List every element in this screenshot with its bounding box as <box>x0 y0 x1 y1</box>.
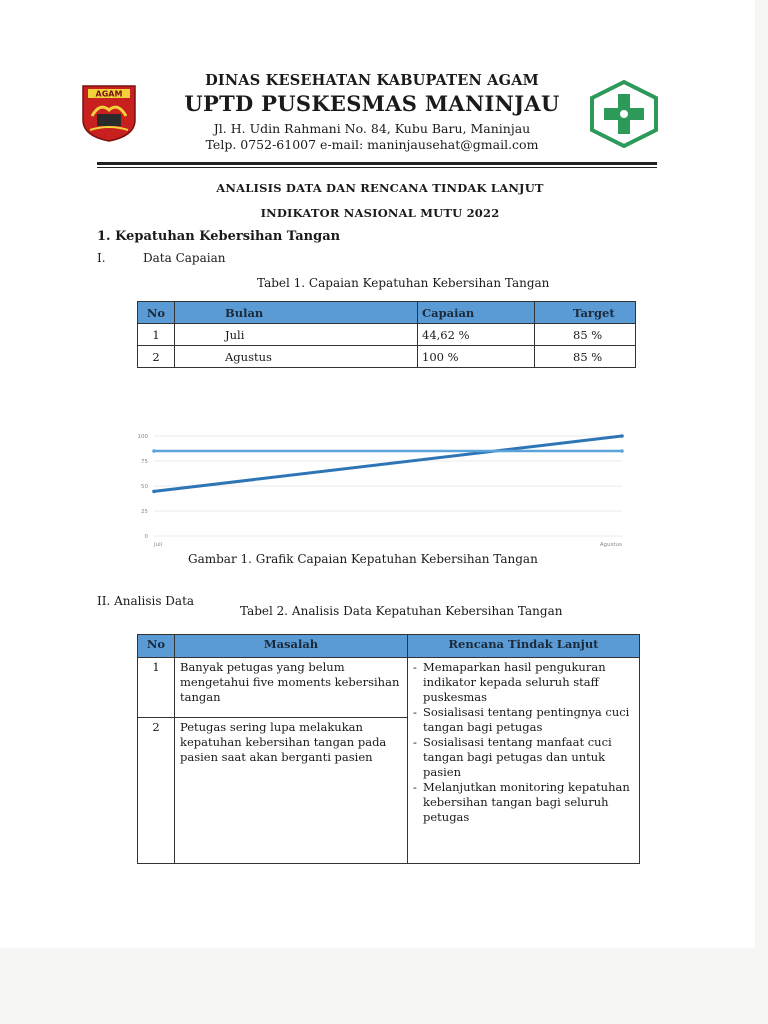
letterhead-thin-rule <box>97 167 657 168</box>
subsection-label: Data Capaian <box>143 251 226 265</box>
subsection-numeral: I. <box>97 251 106 265</box>
agency-name: DINAS KESEHATAN KABUPATEN AGAM <box>205 72 539 89</box>
list-item: - Memaparkan hasil pengukuran indikator kepada seluruh staff puskesmas <box>413 660 634 705</box>
letterhead-thick-rule <box>97 162 657 165</box>
table-row <box>138 324 636 346</box>
x-tick-label: Agustus <box>599 542 622 548</box>
document-title-line1: ANALISIS DATA DAN RENCANA TINDAK LANJUT <box>216 181 544 195</box>
y-tick-label: 25 <box>141 509 148 515</box>
table1-caption: Tabel 1. Capaian Kepatuhan Kebersihan Tangan <box>257 276 550 290</box>
cell-target: 85 % <box>535 346 636 368</box>
y-tick-label: 100 <box>137 434 148 440</box>
column-header-target: Target <box>535 302 636 324</box>
data-point <box>152 490 156 494</box>
achievement-table <box>137 301 636 368</box>
analysis-table <box>137 634 640 864</box>
cell-no: 2 <box>138 718 175 864</box>
y-tick-label: 0 <box>144 534 148 540</box>
list-item: - Melanjutkan monitoring kepatuhan kebersihan tangan bagi seluruh petugas <box>413 780 634 825</box>
table-row <box>138 658 640 718</box>
data-point <box>620 434 624 438</box>
cell-no: 1 <box>138 658 175 718</box>
column-header-month: Bulan <box>175 302 418 324</box>
logo-agam-text: AGAM <box>95 89 123 99</box>
contact-line: Telp. 0752-61007 e-mail: maninjausehat@gmail.com <box>205 137 539 152</box>
column-header-no: No <box>138 302 175 324</box>
data-point <box>620 449 624 453</box>
cell-achievement: 100 % <box>418 346 535 368</box>
subsection-data-capaian <box>97 251 226 265</box>
subsection-analysis-label: II. Analisis Data <box>97 594 195 608</box>
table-row <box>138 346 636 368</box>
cell-month: Agustus <box>175 346 418 368</box>
column-header-action-plan: Rencana Tindak Lanjut <box>408 635 640 658</box>
cell-problem: Banyak petugas yang belum mengetahui five moments kebersihan tangan <box>175 658 408 718</box>
data-point <box>152 449 156 453</box>
unit-name: UPTD PUSKESMAS MANINJAU <box>184 91 560 116</box>
table2-caption: Tabel 2. Analisis Data Kepatuhan Kebersihan Tangan <box>240 604 563 618</box>
list-item: - Sosialisasi tentang manfaat cuci tangan bagi petugas dan untuk pasien <box>413 735 634 780</box>
cell-target: 85 % <box>535 324 636 346</box>
table-header-row <box>138 635 640 658</box>
ministry-of-health-logo <box>588 80 660 148</box>
x-tick-label: Juli <box>154 542 163 548</box>
y-tick-label: 75 <box>141 459 148 465</box>
cell-no: 2 <box>138 346 175 368</box>
column-header-achievement: Capaian <box>418 302 535 324</box>
cell-problem: Petugas sering lupa melakukan kepatuhan kebersihan tangan pada pasien saat akan berganti pasien <box>175 718 408 864</box>
cell-achievement: 44,62 % <box>418 324 535 346</box>
series-line-1 <box>154 436 622 491</box>
figure-caption: Gambar 1. Grafik Capaian Kepatuhan Kebersihan Tangan <box>188 552 538 566</box>
address-line: Jl. H. Udin Rahmani No. 84, Kubu Baru, Maninjau <box>213 121 531 136</box>
cell-no: 1 <box>138 324 175 346</box>
cell-month: Juli <box>175 324 418 346</box>
achievement-line-chart <box>130 426 640 551</box>
action-plan-list <box>413 660 634 825</box>
cell-action-plan <box>408 658 640 864</box>
list-item: - Sosialisasi tentang pentingnya cuci tangan bagi petugas <box>413 705 634 735</box>
column-header-problem: Masalah <box>175 635 408 658</box>
column-header-no: No <box>138 635 175 658</box>
section-heading: 1. Kepatuhan Kebersihan Tangan <box>97 229 341 244</box>
agam-regency-logo <box>80 84 138 142</box>
document-title-line2: INDIKATOR NASIONAL MUTU 2022 <box>260 206 500 220</box>
table-header-row <box>138 302 636 324</box>
y-tick-label: 50 <box>141 484 148 490</box>
